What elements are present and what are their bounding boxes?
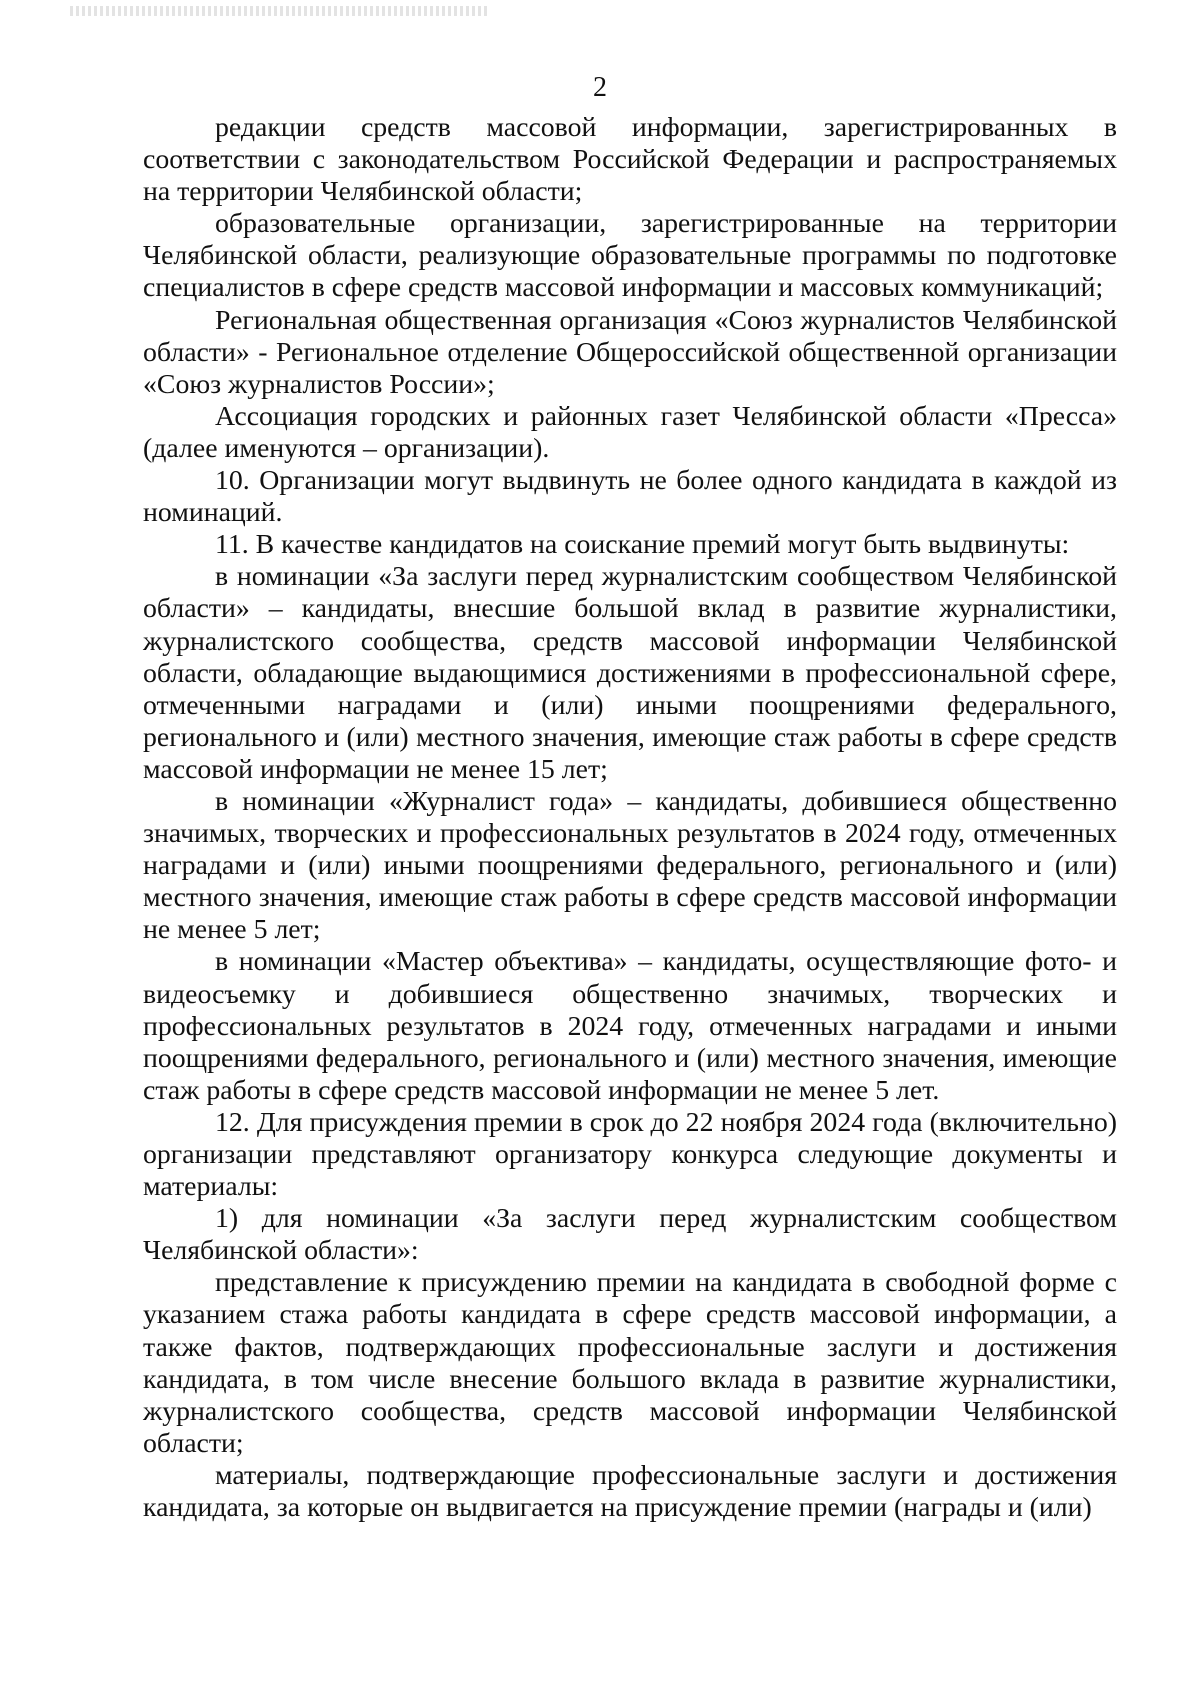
paragraph-item-10: 10. Организации могут выдвинуть не более одного кандидата в каждой из номинаций. [143,465,1117,529]
paragraph-item-12: 12. Для присуждения премии в срок до 22 ноября 2024 года (включительно) организации представляют организатору конкурса следующие документы и материалы: [143,1106,1117,1203]
paragraph-press-association: Ассоциация городских и районных газет Челябинской области «Пресса» (далее именуются – организации). [143,400,1117,464]
paragraph-nomination-merit: в номинации «За заслуги перед журналистским сообществом Челябинской области» – кандидаты, внесшие большой вклад в развитие журналистики, журналистского сообщества, средств массовой информации Челябинской области, обладающие выдающимися достижениями в профессиональной сфере, отмеченными наградами и (или) иными поощрениями федерального, регионального и (или) местного значения, имеющие стаж работы в сфере средств массовой информации не менее 15 лет; [143,561,1117,785]
paragraph-subitem-1: 1) для номинации «За заслуги перед журналистским сообществом Челябинской области»: [143,1203,1117,1267]
scan-artifact [70,6,490,16]
paragraph-journalists-union: Региональная общественная организация «Союз журналистов Челябинской области» - Региональное отделение Общероссийской общественной организации «Союз журналистов России»; [143,304,1117,400]
paragraph-nomination-submission: представление к присуждению премии на кандидата в свободной форме с указанием стажа работы кандидата в сфере средств массовой информации, а также фактов, подтверждающих профессиональные заслуги и достижения кандидата, в том числе внесение большого вклада в развитие журналистики, журналистского сообщества, средств массовой информации Челябинской области; [143,1267,1117,1459]
document-body [143,112,1117,1524]
paragraph-item-11: 11. В качестве кандидатов на соискание премий могут быть выдвинуты: [215,529,1070,561]
paragraph-nomination-journalist-of-year: в номинации «Журналист года» – кандидаты, добившиеся общественно значимых, творческих и профессиональных результатов в 2024 году, отмеченных наградами и (или) иными поощрениями федерального, регионального и (или) местного значения, имеющие стаж работы в сфере средств массовой информации не менее 5 лет; [143,785,1117,946]
paragraph-media-editorial-offices: редакции средств массовой информации, зарегистрированных в соответствии с законодательством Российской Федерации и распространяемых на территории Челябинской области; [143,112,1117,208]
paragraph-nomination-lens-master: в номинации «Мастер объектива» – кандидаты, осуществляющие фото- и видеосъемку и добившиеся общественно значимых, творческих и профессиональных результатов в 2024 году, отмеченных наградами и иными поощрениями федерального, регионального и (или) местного значения, имеющие стаж работы в сфере средств массовой информации не менее 5 лет. [143,946,1117,1106]
paragraph-supporting-materials: материалы, подтверждающие профессиональные заслуги и достижения кандидата, за которые он выдвигается на присуждение премии (награды и (или) [143,1459,1117,1524]
paragraph-educational-organizations: образовательные организации, зарегистрированные на территории Челябинской области, реализующие образовательные программы по подготовке специалистов в сфере средств массовой информации и массовых коммуникаций; [143,208,1117,304]
page-number: 2 [593,72,607,103]
